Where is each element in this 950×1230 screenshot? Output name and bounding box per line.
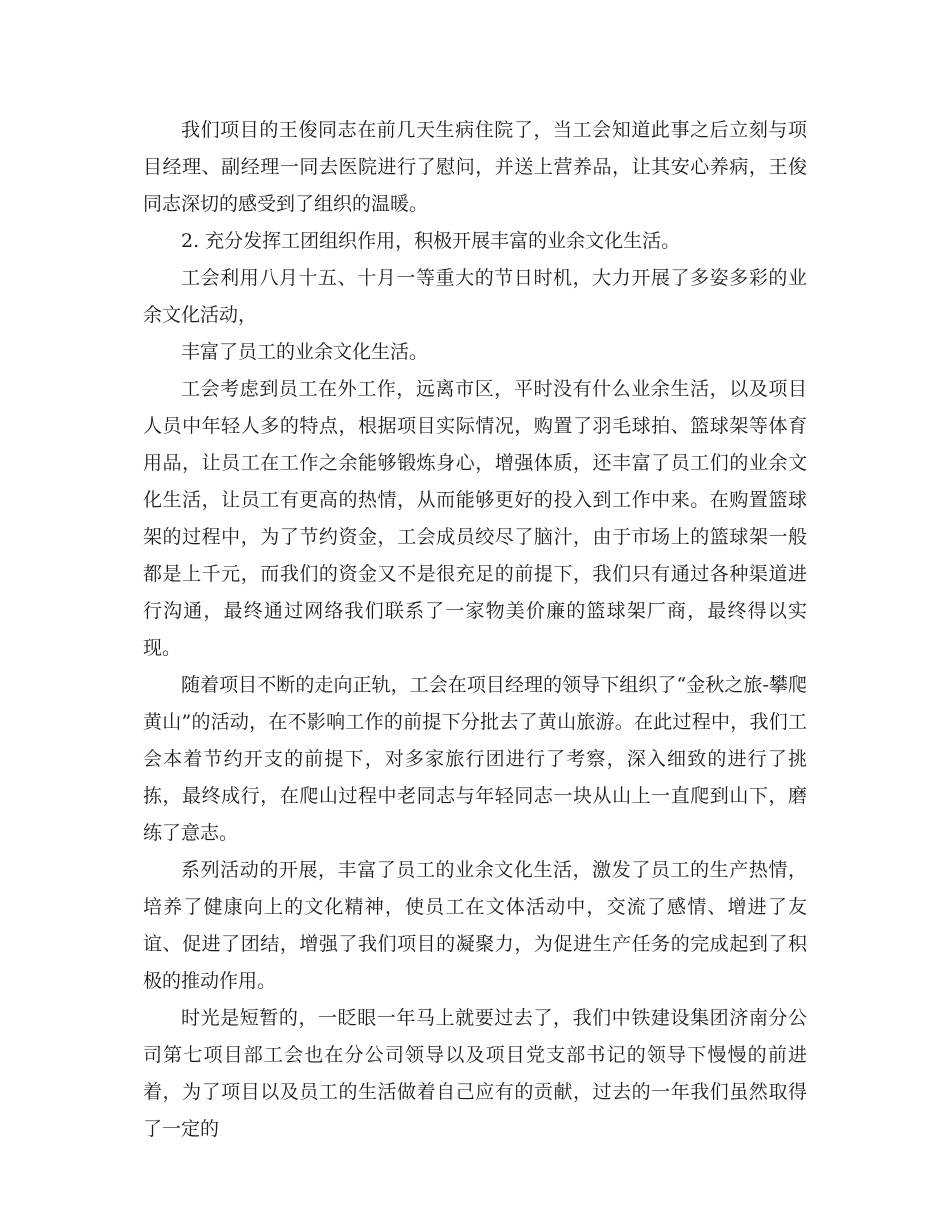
paragraph-holiday-activities: 工会利用八月十五、十月一等重大的节日时机，大力开展了多姿多彩的业余文化活动，	[143, 267, 807, 326]
paragraph-sports-equipment: 工会考虑到员工在外工作，远离市区，平时没有什么业余生活，以及项目人员中年轻人多的特点，根据项目实际情况，购置了羽毛球拍、篮球架等体育用品，让员工在工作之余能够锻炼身心，增强体质，还丰富了员工们的业余文化生活，让员工有更高的热情，从而能够更好的投入到工作中来。在购置篮球架的过程中，为了节约资金，工会成员绞尽了脑汁，由于市场上的篮球架一般都是上千元，而我们的资金又不是很充足的前提下，我们只有通过各种渠道进行沟通，最终通过网络我们联系了一家物美价廉的篮球架厂商，最终得以实现。	[143, 378, 807, 659]
paragraph-section-2-heading: 2. 充分发挥工团组织作用，积极开展丰富的业余文化生活。	[181, 230, 681, 252]
paragraph-wangjun-visit: 我们项目的王俊同志在前几天生病住院了，当工会知道此事之后立刻与项目经理、副经理一同去医院进行了慰问，并送上营养品，让其安心养病，王俊同志深切的感受到了组织的温暖。	[143, 119, 807, 215]
document-body	[143, 112, 807, 1148]
paragraph-enrich-life: 丰富了员工的业余文化生活。	[181, 341, 429, 363]
paragraph-activities-summary: 系列活动的开展，丰富了员工的业余文化生活，激发了员工的生产热情，培养了健康向上的文化精神，使员工在文体活动中，交流了感情、增进了友谊、促进了团结，增强了我们项目的凝聚力，为促进生产任务的完成起到了积极的推动作用。	[143, 859, 807, 992]
paragraph-year-review: 时光是短暂的，一眨眼一年马上就要过去了，我们中铁建设集团济南分公司第七项目部工会也在分公司领导以及项目党支部书记的领导下慢慢的前进着，为了项目以及员工的生活做着自己应有的贡献，过去的一年我们虽然取得了一定的	[143, 1007, 807, 1140]
paragraph-huangshan-trip: 随着项目不断的走向正轨，工会在项目经理的领导下组织了“金秋之旅-攀爬黄山”的活动，在不影响工作的前提下分批去了黄山旅游。在此过程中，我们工会本着节约开支的前提下，对多家旅行团进行了考察，深入细致的进行了挑拣，最终成行，在爬山过程中老同志与年轻同志一块从山上一直爬到山下，磨练了意志。	[143, 674, 807, 844]
